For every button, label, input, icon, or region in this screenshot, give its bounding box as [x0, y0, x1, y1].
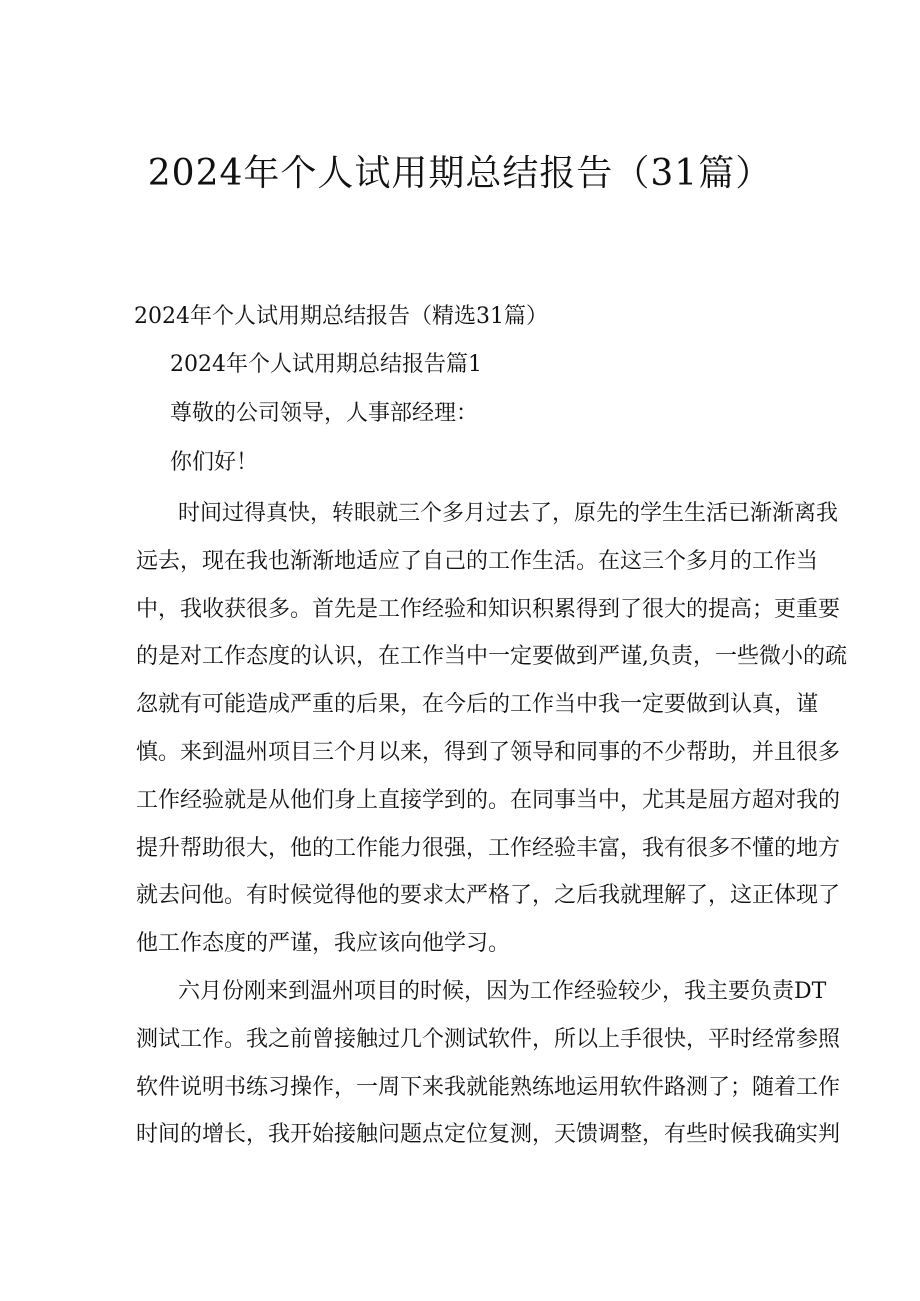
paragraph-1-line: 时间过得真快，转眼就三个多月过去了，原先的学生生活已渐渐离我 [178, 501, 839, 526]
paragraph-2-line: 软件说明书练习操作，一周下来我就能熟练地运用软件路测了；随着工作 [136, 1074, 841, 1100]
paragraph-2-line: 六月份刚来到温州项目的时候，因为工作经验较少，我主要负责DT [178, 979, 827, 1004]
paragraph-1-line: 慎。来到温州项目三个月以来，得到了领导和同事的不少帮助，并且很多 [136, 739, 841, 765]
paragraph-2-line: 测试工作。我之前曾接触过几个测试软件，所以上手很快，平时经常参照 [136, 1026, 841, 1052]
paragraph-1 [136, 490, 847, 968]
greeting: 你们好！ [170, 450, 259, 475]
paragraph-1-line: 他工作态度的严谨，我应该向他学习。 [136, 931, 511, 957]
paragraph-1-line: 的是对工作态度的认识，在工作当中一定要做到严谨,负责，一些微小的疏 [136, 644, 847, 670]
document-subtitle: 2024年个人试用期总结报告（精选31篇） [134, 304, 548, 329]
paragraph-1-line: 工作经验就是从他们身上直接学到的。在同事当中，尤其是屈方超对我的 [136, 787, 841, 813]
section-heading: 2024年个人试用期总结报告篇1 [170, 352, 482, 377]
paragraph-1-line: 中，我收获很多。首先是工作经验和知识积累得到了很大的提高；更重要 [136, 596, 841, 622]
paragraph-2-line: 时间的增长，我开始接触问题点定位复测，天馈调整，有些时候我确实判 [136, 1122, 841, 1148]
document-title: 2024年个人试用期总结报告（31篇） [147, 153, 773, 194]
paragraph-1-line: 远去，现在我也渐渐地适应了自己的工作生活。在这三个多月的工作当 [136, 548, 819, 574]
salutation: 尊敬的公司领导，人事部经理： [170, 401, 479, 426]
paragraph-2 [136, 968, 841, 1159]
paragraph-1-line: 忽就有可能造成严重的后果，在今后的工作当中我一定要做到认真，谨 [136, 692, 819, 718]
paragraph-1-line: 就去问他。有时候觉得他的要求太严格了，之后我就理解了，这正体现了 [136, 883, 841, 909]
paragraph-1-line: 提升帮助很大，他的工作能力很强，工作经验丰富，我有很多不懂的地方 [136, 835, 841, 861]
